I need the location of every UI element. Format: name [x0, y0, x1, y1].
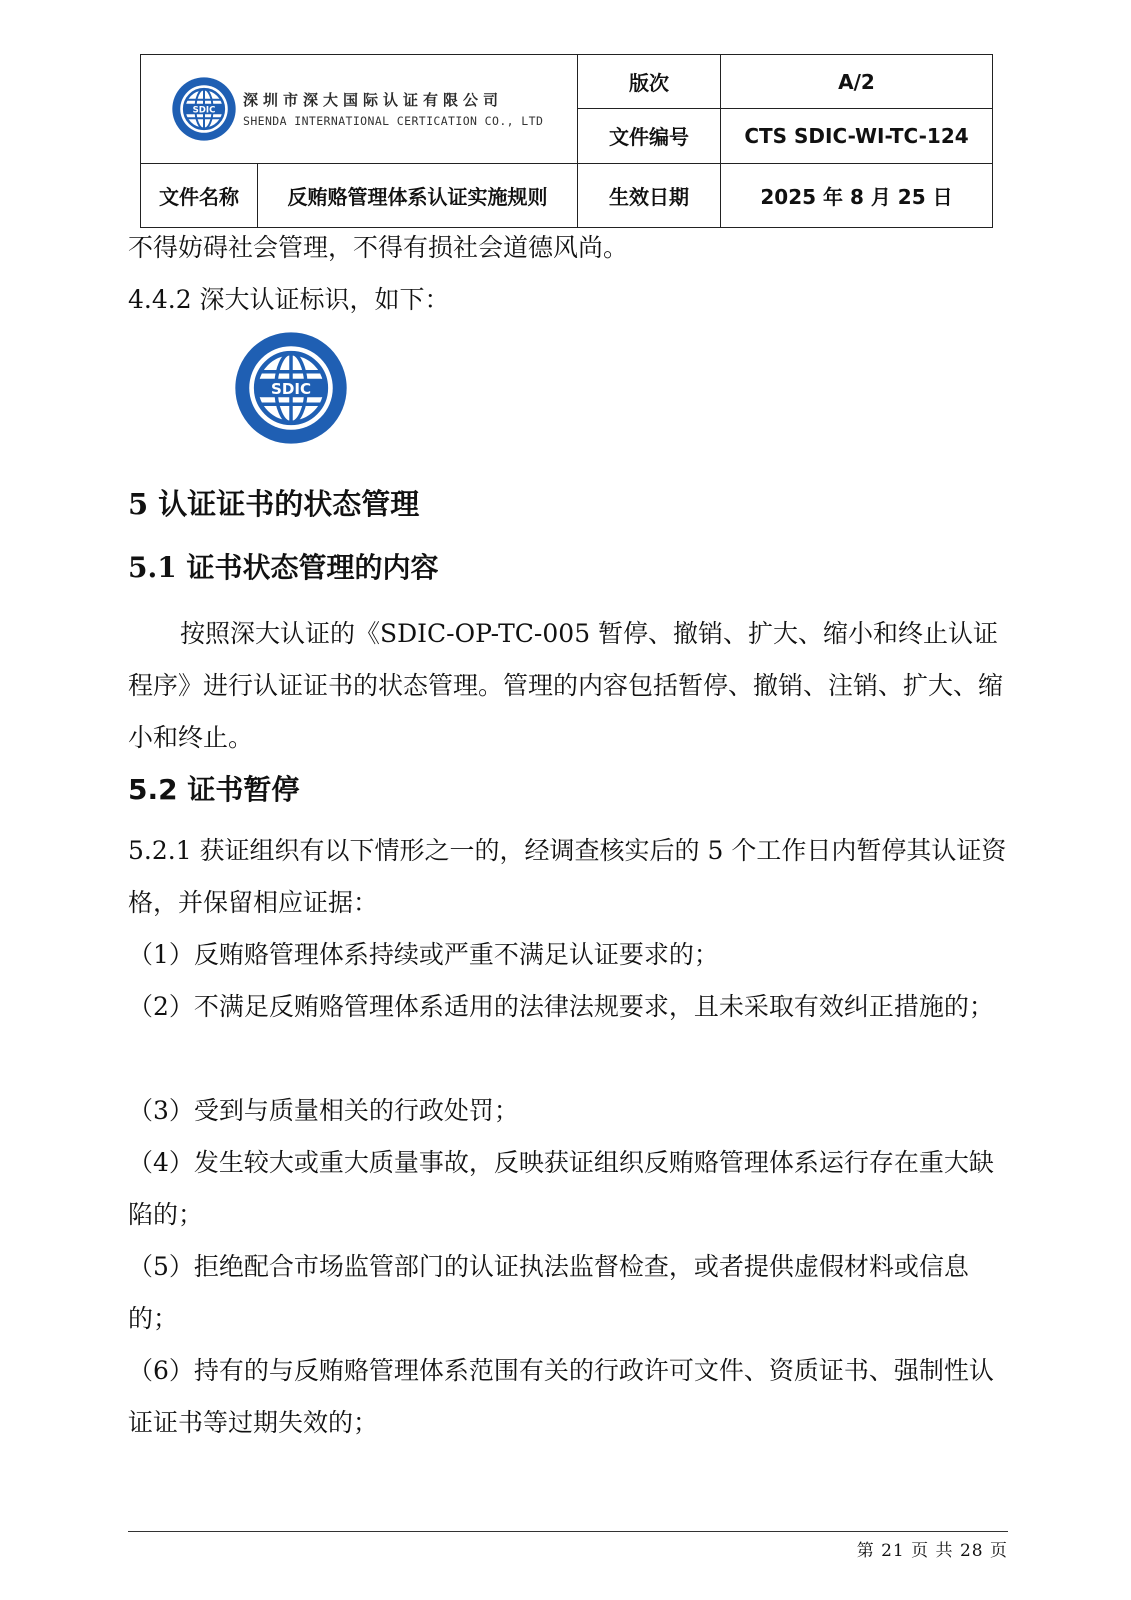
continued-text: 不得妨碍社会管理，不得有损社会道德风尚。	[128, 233, 629, 262]
docname-label: 文件名称	[141, 163, 258, 227]
section-5-2-1-paragraph: 5.2.1 获证组织有以下情形之一的，经调查核实后的 5 个工作日内暂停其认证资格，并保留相应证据：	[128, 836, 1007, 917]
docno-value: CTS SDIC-WI-TC-124	[721, 109, 993, 163]
section-5-1-paragraph: 按照深大认证的《SDIC-OP-TC-005 暂停、撤销、扩大、缩小和终止认证程序》进行认证证书的状态管理。管理的内容包括暂停、撤销、注销、扩大、缩小和终止。	[128, 619, 1004, 752]
page-number: 第 21 页 共 28 页	[856, 1541, 1008, 1561]
list-item: （6）持有的与反贿赂管理体系范围有关的行政许可文件、资质证书、强制性认证证书等过期失效的；	[128, 1356, 994, 1437]
docname-value: 反贿赂管理体系认证实施规则	[258, 163, 578, 227]
section-5-2-heading: 5.2 证书暂停	[128, 773, 300, 806]
section-5-heading: 5 认证证书的状态管理	[128, 487, 420, 521]
version-label: 版次	[578, 55, 721, 109]
company-logo-cell	[141, 55, 578, 164]
company-name-en: SHENDA INTERNATIONAL CERTICATION CO., LTD	[243, 114, 544, 129]
svg-text:SDIC: SDIC	[192, 105, 216, 116]
sdic-logo-small	[171, 76, 237, 142]
list-item: （2）不满足反贿赂管理体系适用的法律法规要求，且未采取有效纠正措施的；	[128, 992, 994, 1021]
list-item: （1）反贿赂管理体系持续或严重不满足认证要求的；	[128, 940, 719, 969]
version-value: A/2	[721, 55, 993, 109]
sdic-logo-large	[233, 330, 349, 446]
section-5-1-heading: 5.1 证书状态管理的内容	[128, 551, 439, 584]
effective-value: 2025 年 8 月 25 日	[721, 163, 993, 227]
list-item: （5）拒绝配合市场监管部门的认证执法监督检查，或者提供虚假材料或信息的；	[128, 1252, 969, 1333]
effective-label: 生效日期	[578, 163, 721, 227]
company-name-cn: 深圳市深大国际认证有限公司	[243, 91, 504, 110]
document-header-table	[140, 54, 993, 228]
footer-divider	[128, 1531, 1008, 1532]
docno-label: 文件编号	[578, 109, 721, 163]
list-item: （4）发生较大或重大质量事故，反映获证组织反贿赂管理体系运行存在重大缺陷的；	[128, 1148, 994, 1229]
svg-text:SDIC: SDIC	[270, 379, 312, 398]
section-4-4-2: 4.4.2 深大认证标识，如下：	[128, 285, 450, 314]
list-item: （3）受到与质量相关的行政处罚；	[128, 1096, 519, 1125]
